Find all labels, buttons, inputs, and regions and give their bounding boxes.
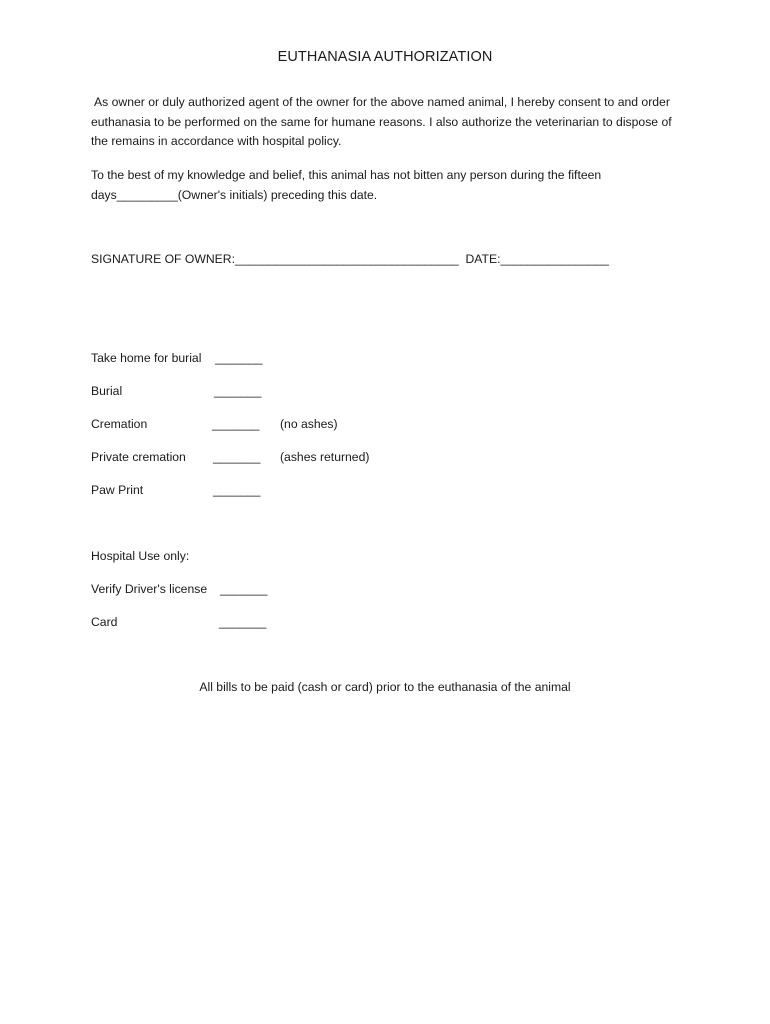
option-blank[interactable]: _______ [215, 351, 263, 365]
signature-owner-field[interactable]: _________________________________ [235, 252, 459, 266]
hospital-item-label: Verify Driver's license [91, 582, 208, 596]
option-note: (no ashes) [280, 417, 338, 431]
consent-paragraph: As owner or duly authorized agent of the owner for the above named animal, I hereby consent to and order euthanasia to be performed on the same for humane reasons. I also authorize the veterinarian to dispose of the remains in accordance with hospital policy. [91, 95, 672, 148]
option-blank[interactable]: _______ [213, 450, 261, 464]
option-label: Take home for burial [91, 351, 202, 365]
hospital-use-heading: Hospital Use only: [91, 549, 190, 563]
document-title: EUTHANASIA AUTHORIZATION [277, 49, 493, 65]
option-note: (ashes returned) [280, 450, 370, 464]
option-blank[interactable]: _______ [213, 483, 261, 497]
hospital-card [91, 615, 267, 671]
signature-line [91, 252, 609, 266]
option-paw-print [91, 483, 261, 539]
hospital-item-blank[interactable]: _______ [219, 615, 267, 629]
date-label: DATE: [465, 252, 501, 266]
option-label: Private cremation [91, 450, 186, 464]
hospital-item-blank[interactable]: _______ [220, 582, 268, 596]
payment-notice: All bills to be paid (cash or card) prior to the euthanasia of the animal [199, 680, 571, 694]
signature-owner-label: SIGNATURE OF OWNER: [91, 252, 235, 266]
option-label: Paw Print [91, 483, 144, 497]
option-label: Burial [91, 384, 123, 398]
option-blank[interactable]: _______ [212, 417, 260, 431]
bite-statement-paragraph: To the best of my knowledge and belief, this animal has not bitten any person during the fifteen days_________(Owner's initials) preceding this date. [91, 168, 602, 202]
option-blank[interactable]: _______ [214, 384, 262, 398]
date-field[interactable]: ________________ [500, 252, 609, 266]
option-label: Cremation [91, 417, 148, 431]
hospital-item-label: Card [91, 615, 118, 629]
